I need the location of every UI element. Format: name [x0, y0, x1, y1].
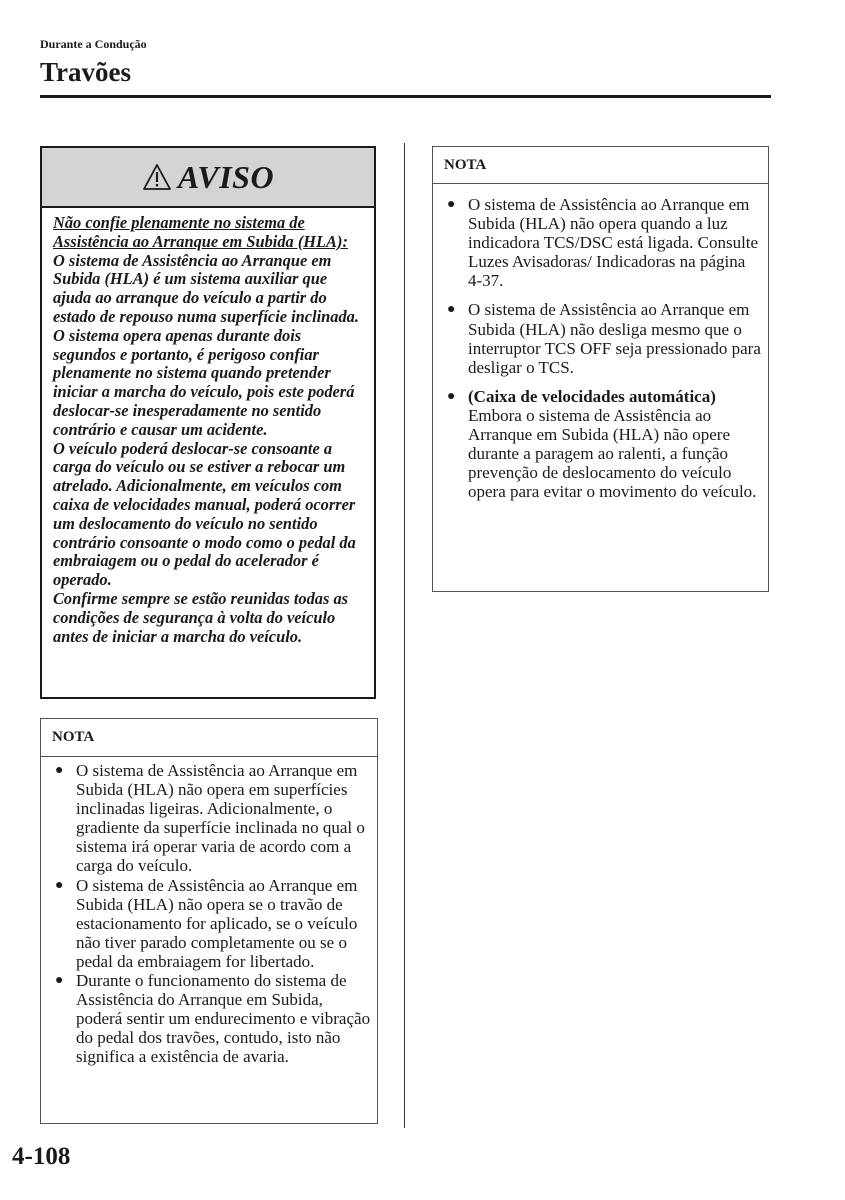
title-rule [40, 95, 771, 98]
bullet-dot-icon: ● [55, 763, 64, 778]
list-item [41, 971, 371, 1066]
note-text: O sistema de Assistência ao Arranque em Subida (HLA) não desliga mesmo que o interruptor TCS OFF seja pressionado para desligar o TCS. [468, 300, 761, 377]
warning-box [40, 146, 376, 699]
warning-label: AVISO [177, 158, 275, 195]
list-item [41, 761, 371, 876]
warning-paragraph: O veículo poderá deslocar-se consoante a carga do veículo ou se estiver a rebocar um atrelado. Adicionalmente, em veículos com caixa de velocidades manual, poderá ocorrer um deslocamento do veículo no sentido contrário consoante o modo como o pedal da embraiagem ou o pedal do acelerador é operado. [53, 438, 356, 590]
note-title: NOTA [41, 719, 377, 757]
bullet-dot-icon: ● [55, 877, 64, 893]
note-text: O sistema de Assistência ao Arranque em Subida (HLA) não opera quando a luz indicadora TCS/DSC está ligada. Consulte Luzes Avisadoras/ Indicadoras na página 4-37. [468, 195, 759, 291]
warning-paragraph: Confirme sempre se estão reunidas todas as condições de segurança à volta do veículo antes de iniciar a marcha do veículo. [53, 588, 349, 646]
bullet-dot-icon: ● [55, 973, 64, 989]
list-item [41, 876, 371, 971]
note-title: NOTA [433, 147, 768, 184]
note-text: Durante o funcionamento do sistema de Assistência do Arranque em Subida, poderá sentir um endurecimento e vibração do pedal dos travões, contudo, isto não significa a existência de avaria. [76, 971, 371, 1067]
list-item [433, 300, 762, 376]
warning-triangle-icon [142, 163, 172, 191]
list-item [433, 195, 762, 290]
bullet-dot-icon: ● [447, 302, 456, 318]
note-lead: (Caixa de velocidades automática) [468, 386, 716, 406]
bullet-dot-icon: ● [447, 388, 456, 404]
note-text: O sistema de Assistência ao Arranque em Subida (HLA) não opera em superfícies inclinadas ligeiras. Adicionalmente, o gradiente da superfície inclinada no qual o sistema irá operar varia de acordo com a carga do veículo. [76, 761, 365, 876]
page-number: 4-108 [12, 1143, 71, 1170]
list-item [433, 387, 762, 502]
warning-heading: Não confie plenamente no sistema de Assistência ao Arranque em Subida (HLA): [53, 213, 348, 251]
note-list [41, 757, 377, 1067]
section-label: Durante a Condução [40, 37, 147, 51]
warning-header [42, 148, 374, 208]
note-box-left [40, 718, 378, 1124]
note-text: Embora o sistema de Assistência ao Arranque em Subida (HLA) não opere durante a paragem ao ralenti, a função prevenção de deslocamento do veículo opera para evitar o movimento do veículo. [468, 405, 757, 502]
note-box-right [432, 146, 769, 592]
warning-paragraph: O sistema de Assistência ao Arranque em Subida (HLA) é um sistema auxiliar que ajuda ao arranque do veículo a partir do estado de repouso numa superfície inclinada. O sistema opera apenas durante dois segundos e portanto, é perigoso confiar plenamente no sistema quando pretender iniciar a marcha do veículo, pois este poderá deslocar-se inesperadamente no sentido contrário e causar um acidente. [53, 250, 359, 439]
column-divider [404, 143, 405, 1128]
bullet-dot-icon: ● [447, 197, 456, 212]
warning-body [42, 208, 374, 646]
page-title: Travões [40, 57, 131, 87]
note-text: O sistema de Assistência ao Arranque em Subida (HLA) não opera se o travão de estacionamento for aplicado, se o veículo não tiver parado completamente ou se o pedal da embraiagem for libertado. [76, 875, 358, 971]
note-list [433, 184, 768, 501]
